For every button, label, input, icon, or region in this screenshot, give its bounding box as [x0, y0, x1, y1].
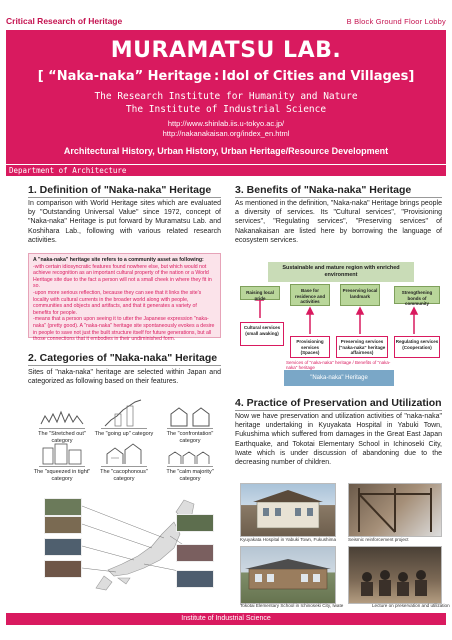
category-cacophonous — [94, 440, 154, 482]
hospital-photo — [240, 483, 336, 537]
lab-title: MURAMATSU LAB. — [110, 38, 342, 63]
definition-callout — [28, 253, 221, 343]
lab-url[interactable]: http://www.shinlab.iis.u-tokyo.ac.jp/ — [167, 119, 285, 128]
service-box: Provisioning services (Spaces) — [290, 336, 330, 358]
calm-majority-sketch — [167, 440, 213, 467]
callout-point-3: -means that a person upon seeing it to utter the Japanese expression "naka-naka" (pretty good). A "naka-naka" heritage site spontaneously evokes a desire in people to save not just the built structure itself for future generations, but all those connections that it embodies in their undiminished form. — [33, 316, 215, 343]
site-thumbnail — [176, 544, 214, 562]
callout-point-1: -with certain idiosyncratic features found nowhere else, but which would not achieve recognition as an important cultural property of the nation or a World Heritage site due to the fact a person will not a small cheek in where they fit in so. — [33, 263, 212, 290]
callout-point-2: -upon more serious reflection, because they can see that it links the site's locality with cultural currents in the broader world along with people, communities and objects and artifacts, and that it generates a variety of benefits for people. — [33, 289, 202, 316]
section-2-title: 2. Categories of "Naka-naka" Heritage — [28, 352, 221, 366]
site-thumbnail — [44, 560, 82, 578]
confrontation-icon — [167, 402, 213, 428]
top-bar — [6, 14, 446, 28]
site-thumbnail — [176, 514, 214, 532]
category-label: The "calm majority" category — [166, 469, 214, 482]
site-thumbnail — [176, 570, 214, 588]
category-label: The "confrontation" category — [166, 431, 214, 444]
service-box: Cultural services (small awaking) — [240, 322, 284, 346]
photo-caption: Kyuyakata Hospital in Yabuki Town, Fukushima — [240, 537, 337, 542]
section-4-text: Now we have preservation and utilization activities of "naka-naka" heritage undertaking in Kyuyakata Hospital in Yabuki Town, Fukushima which suffered from damages in the Great East Japan Earthquake, and Tokotai Elementary School in Ichinoseki City, Iwate which is under discussion of abandoning due to the decreasing number of children. — [235, 413, 442, 467]
cacophonous-sketch — [101, 440, 147, 467]
callout-heading: A "naka-naka" heritage site refers to a community asset as following: — [33, 257, 204, 263]
project-url[interactable]: http://nakanakaisan.org/index_en.html — [162, 129, 290, 138]
squeezed-in-icon — [39, 440, 85, 466]
photo-caption: Lecture on preservation and utilization — [372, 603, 450, 608]
benefit-box: Raising local pride — [240, 286, 280, 300]
footer-bar: Institute of Industrial Science — [6, 613, 446, 625]
site-thumbnail — [44, 538, 82, 556]
hospital-building-icon — [241, 484, 335, 536]
benefits-diagram — [238, 262, 444, 390]
diagram-goal: Sustainable and mature region with enriched environment — [268, 262, 414, 282]
site-thumbnail — [44, 498, 82, 516]
service-box: Preserving services ("naka-naka" heritage affairness) — [336, 336, 388, 358]
school-building-icon — [241, 547, 335, 603]
benefit-box: Preserving local landmark — [340, 284, 380, 306]
confrontation-sketch — [167, 402, 213, 429]
header-banner — [6, 30, 446, 164]
stretched-out-icon — [39, 402, 85, 428]
poster-location: B Block Ground Floor Lobby — [346, 16, 446, 26]
category-label: The "going up" category — [94, 431, 154, 437]
benefit-box: Strengthening bonds of community — [394, 286, 440, 304]
stretched-out-sketch — [39, 402, 85, 429]
category-confrontation — [158, 402, 222, 444]
cacophonous-icon — [101, 440, 147, 466]
institute-line-2: The Institute of Industrial Science — [125, 104, 327, 115]
category-label: The "Stretched out" category — [38, 431, 86, 444]
section-2-text: Sites of "naka-naka" heritage are selected within Japan and categorized as following based on their features. — [28, 369, 221, 386]
category-going-up — [94, 398, 154, 438]
category-label: The "cacophonous" category — [100, 469, 148, 482]
photo-caption: Seismic reinforcement project — [348, 537, 409, 542]
diagram-base: "Naka-naka" Heritage — [284, 370, 394, 386]
research-fields: Architectural History, Urban History, Urban Heritage/Resource Development — [63, 146, 389, 156]
section-3-title: 3. Benefits of "Naka-naka" Heritage — [235, 184, 442, 198]
category-label: The "squeezed in tight" category — [33, 469, 91, 482]
going-up-icon — [101, 398, 147, 428]
poster-category: Critical Research of Heritage — [6, 16, 123, 26]
category-calm-majority — [158, 440, 222, 482]
section-3-text: As mentioned in the definition, "Naka-naka" Heritage brings people a diversity of services. Its "Cultural services", "Provisioning services", "Regulating services", "Preserving services" of Nakanakaisan are listed here by borrowing the language of ecosystem services. — [235, 200, 442, 244]
department-bar: Department of Architecture — [6, 165, 446, 176]
diagram-legend: Services of "naka-naka" heritage / Benefits of "naka-naka" heritage — [286, 360, 391, 370]
category-squeezed-in — [30, 440, 94, 482]
section-1-title: 1. Definition of "Naka-naka" Heritage — [28, 184, 221, 198]
lecture-photo — [348, 546, 442, 604]
institute-line-1: The Research Institute for Humanity and Nature — [94, 91, 358, 102]
japan-site-map — [34, 494, 214, 598]
poster-subtitle: [ “Naka-naka” Heritage : Idol of Cities and Villages] — [37, 69, 415, 84]
seismic-photo — [348, 483, 442, 537]
photo-caption: Tokotai Elementary School in Ichinoseki City, Iwate — [240, 603, 344, 608]
reinforcement-frame-icon — [349, 484, 441, 536]
site-thumbnail — [44, 516, 82, 534]
section-4-title: 4. Practice of Preservation and Utilization — [235, 397, 442, 409]
category-stretched-out — [32, 402, 92, 444]
benefit-box: Base for residence and activities — [290, 284, 330, 306]
section-1-text: In comparison with World Heritage sites which are evaluated by "Outstanding Universal Value" since 1972, concept of "Naka-naka" Heritage is put forward by Muramatsu Lab. and Koshihara Lab., following with various related research activities. — [28, 200, 221, 244]
audience-icon — [349, 547, 441, 603]
going-up-sketch — [101, 398, 147, 429]
calm-majority-icon — [167, 440, 213, 466]
squeezed-in-sketch — [39, 440, 85, 467]
service-box: Regulating services (Cooperation) — [394, 336, 440, 358]
school-photo — [240, 546, 336, 604]
